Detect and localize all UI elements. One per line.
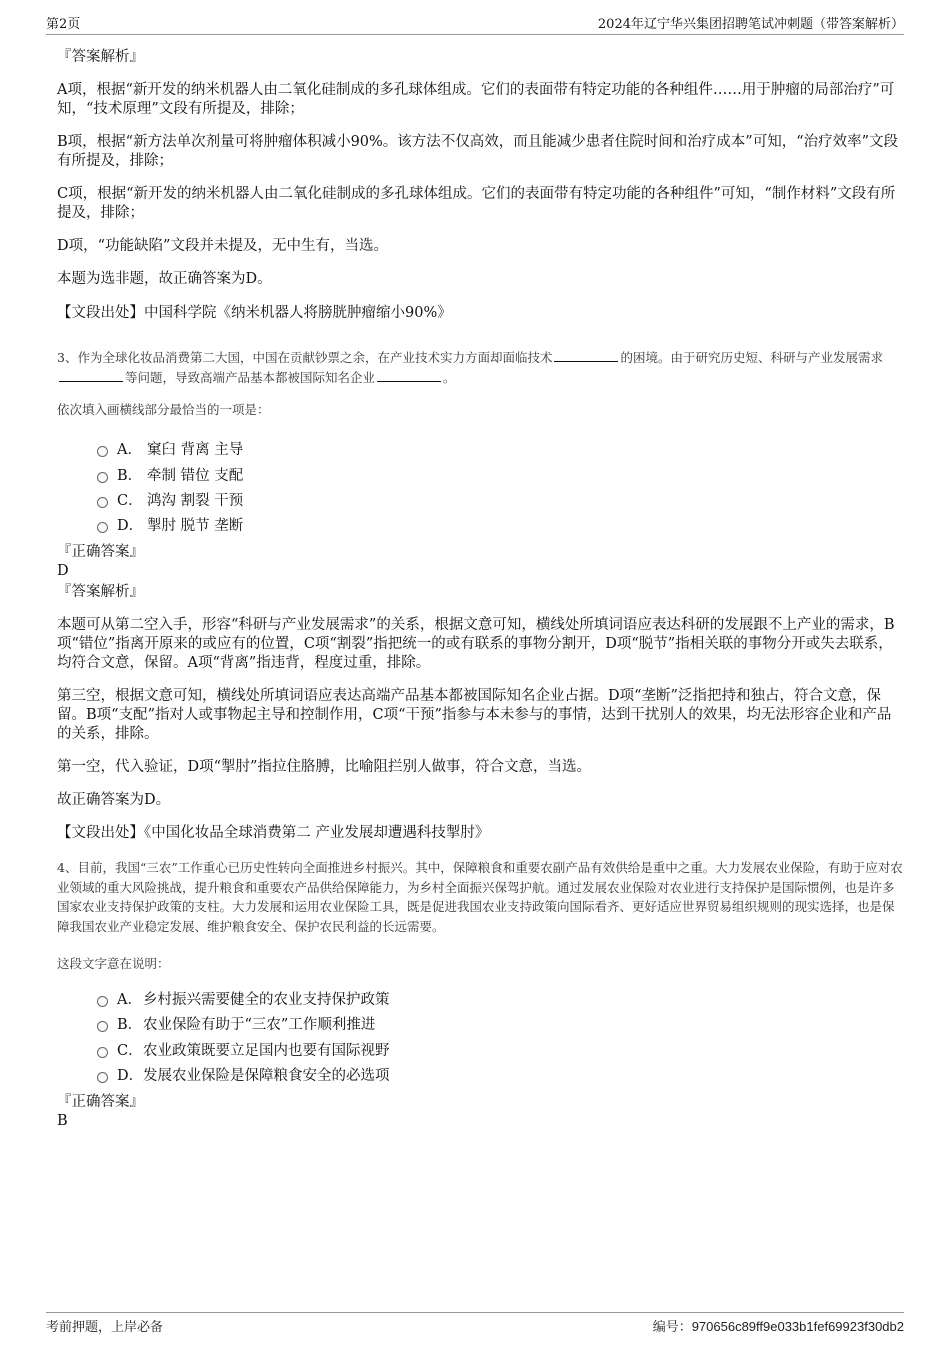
blank-2 [59, 369, 123, 382]
analysis-c: C项，根据“新开发的纳米机器人由二氧化硅制成的多孔球体组成。它们的表面带有特定功能的各种组件”可知，“制作材料”文段有所提及，排除； [57, 186, 896, 221]
analysis-a: A项，根据“新开发的纳米机器人由二氧化硅制成的多孔球体组成。它们的表面带有特定功能的各种组件……用于肿瘤的局部治疗”可知，“技术原理”文段有所提及，排除； [57, 82, 895, 117]
radio-icon[interactable] [97, 996, 108, 1007]
q3-source: 【文段出处】《中国化妆品全球消费第二 产业发展却遭遇科技掣肘》 [57, 825, 490, 841]
radio-icon[interactable] [97, 472, 108, 483]
document-title: 2024年辽宁华兴集团招聘笔试冲刺题（带答案解析） [597, 17, 904, 32]
q3-analysis-1: 本题可从第二空入手，形容“科研与产业发展需求”的关系，根据文意可知，横线处所填词语应表达科研的发展跟不上产业的需求，B项“错位”指离开原来的或应有的位置，C项“割裂”指把统一的或有联系的事物分割开，D项“脱节”指相关联的事物分开或失去联系，均符合文意，保留。A项“背离”指违背，程度过重，排除。 [57, 617, 895, 671]
q3-option-d[interactable]: D． 掣肘 脱节 垄断 [97, 514, 243, 535]
q4-answer-heading: 『正确答案』 [57, 1094, 144, 1110]
q3-analysis-heading: 『答案解析』 [57, 584, 144, 600]
radio-icon[interactable] [97, 522, 108, 533]
radio-icon[interactable] [97, 497, 108, 508]
analysis-source: 【文段出处】中国科学院《纳米机器人将膀胱肿瘤缩小90%》 [57, 305, 452, 321]
radio-icon[interactable] [97, 1072, 108, 1083]
q4-answer: B [57, 1113, 68, 1129]
blank-1 [554, 349, 618, 362]
q4-option-d[interactable]: D． 发展农业保险是保障粮食安全的必选项 [97, 1064, 390, 1085]
q4-option-a[interactable]: A． 乡村振兴需要健全的农业支持保护政策 [97, 988, 390, 1009]
radio-icon[interactable] [97, 1021, 108, 1032]
radio-icon[interactable] [97, 446, 108, 457]
question-4-prompt: 这段文字意在说明： [57, 956, 170, 971]
q4-option-c[interactable]: C． 农业政策既要立足国内也要有国际视野 [97, 1039, 390, 1060]
analysis-conclusion: 本题为选非题，故正确答案为D。 [57, 271, 272, 287]
analysis-d: D项，“功能缺陷”文段并未提及，无中生有，当选。 [57, 238, 388, 254]
q3-analysis-3: 第一空，代入验证，D项“掣肘”指拉住胳膊，比喻阻拦别人做事，符合文意，当选。 [57, 759, 591, 775]
document-code: 编号：970656c89ff9e033b1fef69923f30db2 [652, 1319, 904, 1334]
q3-analysis-2: 第三空，根据文意可知，横线处所填词语应表达高端产品基本都被国际知名企业占据。D项“垄断”泛指把持和独占，符合文意，保留。B项“支配”指对人或事物起主导和控制作用，C项“干预”指参与本未参与的事情，达到干扰别人的效果，均无法形容企业和产品的关系，排除。 [57, 688, 892, 742]
q3-answer-heading: 『正确答案』 [57, 544, 144, 560]
question-4-stem: 4、目前，我国“三农”工作重心已历史性转向全面推进乡村振兴。其中，保障粮食和重要农副产品有效供给是重中之重。大力发展农业保险，有助于应对农业领域的重大风险挑战，提升粮食和重要农产品供给保障能力，为乡村全面振兴保驾护航。通过发展农业保险对农业进行支持保护是国际惯例，也是许多国家农业支持保护政策的支柱。大力发展和运用农业保险工具，既是促进我国农业支持政策向国际看齐、更好适应世界贸易组织规则的现实选择，也是保障我国农业产业稳定发展、维护粮食安全、保护农民利益的长远需要。 [57, 860, 903, 934]
page-header [46, 14, 904, 35]
q3-option-a[interactable]: A． 窠臼 背离 主导 [97, 438, 243, 459]
question-3-stem: 3、作为全球化妆品消费第二大国，中国在贡献钞票之余，在产业技术实力方面却面临技术 的困境。由于研究历史短、科研与产业发展需求等问题，导致高端产品基本都被国际知名企业 。 [57, 350, 883, 385]
blank-3 [377, 369, 441, 382]
analysis-b: B项，根据“新方法单次剂量可将肿瘤体积减小90%。该方法不仅高效，而且能减少患者住院时间和治疗成本”可知，“治疗效率”文段有所提及，排除； [57, 134, 899, 169]
page-number: 第2页 [46, 17, 81, 32]
q3-option-b[interactable]: B． 牵制 错位 支配 [97, 464, 243, 485]
radio-icon[interactable] [97, 1047, 108, 1058]
analysis-heading: 『答案解析』 [57, 49, 144, 65]
footer-slogan: 考前押题，上岸必备 [46, 1320, 164, 1335]
question-3-prompt: 依次填入画横线部分最恰当的一项是： [57, 402, 270, 417]
page-footer [46, 1312, 904, 1335]
q3-answer: D [57, 563, 69, 579]
q4-option-b[interactable]: B． 农业保险有助于“三农”工作顺利推进 [97, 1013, 375, 1034]
q3-option-c[interactable]: C． 鸿沟 割裂 干预 [97, 489, 243, 510]
q3-conclusion: 故正确答案为D。 [57, 792, 171, 808]
